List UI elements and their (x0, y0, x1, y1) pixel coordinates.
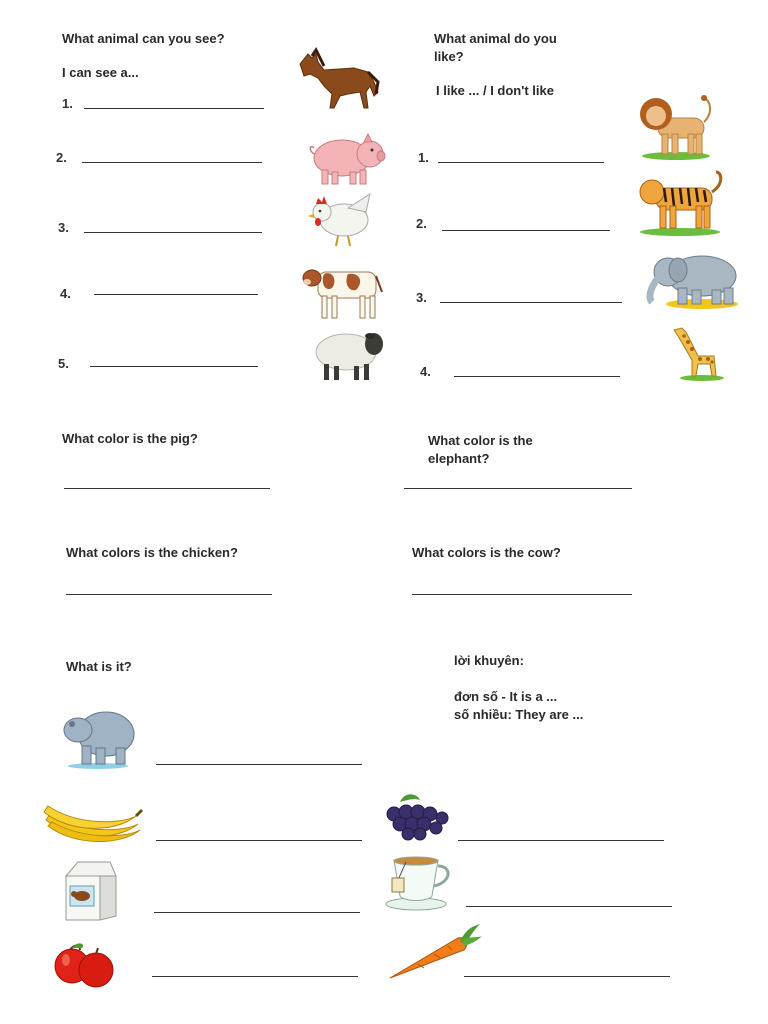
banana-icon (40, 796, 144, 846)
question-elephant: What color is the elephant? (428, 433, 533, 466)
milk-carton-icon (56, 858, 120, 924)
s2-number-1: 1. (418, 150, 429, 165)
s1-answer-line-3[interactable] (84, 232, 262, 233)
s2-answer-line-4[interactable] (454, 376, 620, 377)
answer-line-elephant[interactable] (404, 488, 632, 489)
pig-icon (306, 128, 386, 188)
sheep-icon (312, 326, 386, 382)
question-pig: What color is the pig? (62, 431, 198, 446)
lion-icon (636, 92, 716, 162)
tiger-icon (636, 166, 726, 236)
hippo-icon (60, 702, 138, 770)
apples-icon (50, 940, 122, 990)
grapes-icon (380, 792, 456, 844)
chicken-icon (308, 190, 378, 250)
answer-line-tea[interactable] (466, 906, 672, 907)
s1-answer-line-5[interactable] (90, 366, 258, 367)
section2-title: What animal do you like? (434, 31, 557, 64)
section1-title: What animal can you see? (62, 31, 225, 46)
s1-number-5: 5. (58, 356, 69, 371)
giraffe-icon (668, 322, 728, 382)
s1-answer-line-1[interactable] (84, 108, 264, 109)
question-chicken: What colors is the chicken? (66, 545, 238, 560)
section2-prompt: I like ... / I don't like (436, 83, 554, 98)
advice-title: lời khuyên: (454, 653, 524, 668)
s2-number-2: 2. (416, 216, 427, 231)
answer-line-pig[interactable] (64, 488, 270, 489)
s1-answer-line-2[interactable] (82, 162, 262, 163)
question-cow: What colors is the cow? (412, 545, 561, 560)
s1-number-4: 4. (60, 286, 71, 301)
cow-icon (302, 262, 386, 322)
answer-line-cow[interactable] (412, 594, 632, 595)
advice-plural: số nhiều: They are ... (454, 707, 584, 722)
section1-prompt: I can see a... (62, 65, 139, 80)
teacup-icon (384, 852, 460, 912)
answer-line-milk[interactable] (154, 912, 360, 913)
answer-line-hippo[interactable] (156, 764, 362, 765)
answer-line-bananas[interactable] (156, 840, 362, 841)
s2-number-3: 3. (416, 290, 427, 305)
section3-title: What is it? (66, 659, 132, 674)
advice-singular: đơn số - It is a ... (454, 689, 558, 704)
elephant-icon (644, 248, 744, 310)
s2-answer-line-1[interactable] (438, 162, 604, 163)
s1-number-1: 1. (62, 96, 73, 111)
carrot-icon (388, 922, 484, 982)
answer-line-carrot[interactable] (464, 976, 670, 977)
s1-answer-line-4[interactable] (94, 294, 258, 295)
s2-number-4: 4. (420, 364, 431, 379)
s1-number-3: 3. (58, 220, 69, 235)
s2-answer-line-2[interactable] (442, 230, 610, 231)
s1-number-2: 2. (56, 150, 67, 165)
answer-line-chicken[interactable] (66, 594, 272, 595)
answer-line-grapes[interactable] (458, 840, 664, 841)
horse-icon (294, 46, 380, 112)
s2-answer-line-3[interactable] (440, 302, 622, 303)
answer-line-apples[interactable] (152, 976, 358, 977)
